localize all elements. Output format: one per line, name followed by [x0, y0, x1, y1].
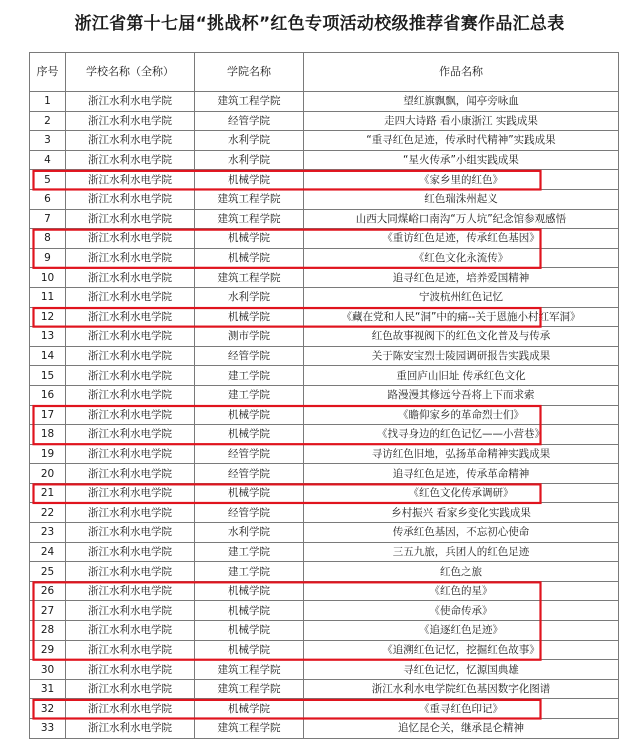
cell-college: 机械学院	[195, 405, 304, 425]
works-table	[29, 52, 619, 739]
cell-work: 寻红色记忆，忆源国典雄	[304, 660, 619, 680]
cell-school: 浙江水利水电学院	[66, 170, 195, 190]
header-work: 作品名称	[304, 53, 619, 92]
cell-work: 追寻红色足迹，传承革命精神	[304, 464, 619, 484]
cell-work: 《红色文化永流传》	[304, 248, 619, 268]
cell-college: 经管学院	[195, 503, 304, 523]
cell-school: 浙江水利水电学院	[66, 562, 195, 582]
header-no: 序号	[30, 53, 66, 92]
table-row	[30, 483, 619, 503]
cell-school: 浙江水利水电学院	[66, 287, 195, 307]
table-row	[30, 444, 619, 464]
cell-school: 浙江水利水电学院	[66, 621, 195, 641]
cell-no: 5	[30, 170, 66, 190]
cell-work: “重寻红色足迹，传承时代精神”实践成果	[304, 131, 619, 151]
cell-no: 29	[30, 640, 66, 660]
table-row	[30, 621, 619, 641]
cell-work: 重回庐山旧址 传承红色文化	[304, 366, 619, 386]
cell-college: 水利学院	[195, 150, 304, 170]
cell-school: 浙江水利水电学院	[66, 660, 195, 680]
cell-school: 浙江水利水电学院	[66, 307, 195, 327]
table-row	[30, 562, 619, 582]
cell-college: 测市学院	[195, 327, 304, 347]
table-row	[30, 366, 619, 386]
table-row	[30, 679, 619, 699]
cell-school: 浙江水利水电学院	[66, 366, 195, 386]
cell-college: 机械学院	[195, 307, 304, 327]
cell-no: 28	[30, 621, 66, 641]
cell-school: 浙江水利水电学院	[66, 229, 195, 249]
table-row	[30, 209, 619, 229]
cell-college: 经管学院	[195, 346, 304, 366]
table-row	[30, 601, 619, 621]
cell-no: 10	[30, 268, 66, 288]
cell-school: 浙江水利水电学院	[66, 189, 195, 209]
cell-work: 寻访红色旧地，弘扬革命精神实践成果	[304, 444, 619, 464]
table-row	[30, 425, 619, 445]
cell-college: 建工学院	[195, 562, 304, 582]
cell-school: 浙江水利水电学院	[66, 640, 195, 660]
table-row	[30, 111, 619, 131]
header-row	[30, 53, 619, 92]
cell-no: 22	[30, 503, 66, 523]
cell-college: 机械学院	[195, 581, 304, 601]
page-title: 浙江省第十七届“挑战杯”红色专项活动校级推荐省赛作品汇总表	[74, 14, 565, 34]
cell-no: 31	[30, 679, 66, 699]
cell-no: 32	[30, 699, 66, 719]
cell-college: 建筑工程学院	[195, 268, 304, 288]
cell-no: 24	[30, 542, 66, 562]
table-row	[30, 542, 619, 562]
cell-work: 浙江水利水电学院红色基因数字化图谱	[304, 679, 619, 699]
cell-work: 《红色的星》	[304, 581, 619, 601]
table-body	[30, 92, 619, 739]
cell-college: 建筑工程学院	[195, 209, 304, 229]
cell-school: 浙江水利水电学院	[66, 385, 195, 405]
cell-school: 浙江水利水电学院	[66, 150, 195, 170]
cell-college: 水利学院	[195, 131, 304, 151]
table-row	[30, 92, 619, 112]
cell-work: 《使命传承》	[304, 601, 619, 621]
cell-college: 机械学院	[195, 483, 304, 503]
cell-work: 追寻红色足迹，培养爱国精神	[304, 268, 619, 288]
cell-school: 浙江水利水电学院	[66, 209, 195, 229]
cell-college: 机械学院	[195, 248, 304, 268]
cell-school: 浙江水利水电学院	[66, 92, 195, 112]
cell-school: 浙江水利水电学院	[66, 699, 195, 719]
cell-no: 25	[30, 562, 66, 582]
cell-school: 浙江水利水电学院	[66, 581, 195, 601]
cell-no: 15	[30, 366, 66, 386]
cell-college: 机械学院	[195, 640, 304, 660]
cell-no: 23	[30, 523, 66, 543]
cell-no: 12	[30, 307, 66, 327]
cell-school: 浙江水利水电学院	[66, 719, 195, 739]
cell-school: 浙江水利水电学院	[66, 464, 195, 484]
table-row	[30, 150, 619, 170]
cell-school: 浙江水利水电学院	[66, 444, 195, 464]
cell-college: 建筑工程学院	[195, 660, 304, 680]
cell-college: 机械学院	[195, 229, 304, 249]
cell-work: 乡村振兴 看家乡变化实践成果	[304, 503, 619, 523]
cell-college: 经管学院	[195, 444, 304, 464]
cell-school: 浙江水利水电学院	[66, 601, 195, 621]
cell-work: “星火传承”小组实践成果	[304, 150, 619, 170]
cell-work: 走四大诗路 看小康浙江 实践成果	[304, 111, 619, 131]
cell-college: 经管学院	[195, 111, 304, 131]
cell-work: 宁波杭州红色记忆	[304, 287, 619, 307]
table-row	[30, 699, 619, 719]
table-row	[30, 523, 619, 543]
table-row	[30, 346, 619, 366]
cell-no: 6	[30, 189, 66, 209]
cell-college: 机械学院	[195, 699, 304, 719]
cell-college: 建工学院	[195, 385, 304, 405]
cell-no: 11	[30, 287, 66, 307]
table-row	[30, 405, 619, 425]
cell-work: 《红色文化传承调研》	[304, 483, 619, 503]
header-college: 学院名称	[195, 53, 304, 92]
cell-college: 建筑工程学院	[195, 189, 304, 209]
cell-college: 建筑工程学院	[195, 92, 304, 112]
table-row	[30, 660, 619, 680]
cell-work: 《追溯红色记忆，挖掘红色故事》	[304, 640, 619, 660]
cell-work: 路漫漫其修远兮吾将上下而求索	[304, 385, 619, 405]
cell-work: 《家乡里的红色》	[304, 170, 619, 190]
cell-school: 浙江水利水电学院	[66, 131, 195, 151]
cell-school: 浙江水利水电学院	[66, 111, 195, 131]
cell-work: 《重访红色足迹，传承红色基因》	[304, 229, 619, 249]
cell-no: 20	[30, 464, 66, 484]
table-row	[30, 268, 619, 288]
cell-no: 8	[30, 229, 66, 249]
cell-no: 3	[30, 131, 66, 151]
cell-no: 26	[30, 581, 66, 601]
cell-school: 浙江水利水电学院	[66, 248, 195, 268]
table-row	[30, 307, 619, 327]
table-row	[30, 385, 619, 405]
cell-college: 建筑工程学院	[195, 679, 304, 699]
cell-school: 浙江水利水电学院	[66, 503, 195, 523]
table-row	[30, 327, 619, 347]
cell-work: 《追逐红色足迹》	[304, 621, 619, 641]
cell-school: 浙江水利水电学院	[66, 425, 195, 445]
cell-no: 2	[30, 111, 66, 131]
table-row	[30, 640, 619, 660]
cell-no: 4	[30, 150, 66, 170]
table-row	[30, 131, 619, 151]
cell-work: 传承红色基因，不忘初心使命	[304, 523, 619, 543]
cell-work: 三五九旅，兵团人的红色足迹	[304, 542, 619, 562]
cell-college: 机械学院	[195, 601, 304, 621]
table-row	[30, 719, 619, 739]
cell-no: 14	[30, 346, 66, 366]
cell-no: 1	[30, 92, 66, 112]
cell-college: 建工学院	[195, 542, 304, 562]
cell-college: 水利学院	[195, 287, 304, 307]
cell-work: 关于陈安宝烈士陵园调研报告实践成果	[304, 346, 619, 366]
cell-work: 红色瑞洙州起义	[304, 189, 619, 209]
cell-school: 浙江水利水电学院	[66, 346, 195, 366]
table-row	[30, 464, 619, 484]
cell-school: 浙江水利水电学院	[66, 327, 195, 347]
cell-work: 追忆昆仑关，继承昆仑精神	[304, 719, 619, 739]
cell-school: 浙江水利水电学院	[66, 405, 195, 425]
table-row	[30, 189, 619, 209]
cell-school: 浙江水利水电学院	[66, 523, 195, 543]
cell-college: 经管学院	[195, 464, 304, 484]
cell-work: 《找寻身边的红色记忆——小营巷》	[304, 425, 619, 445]
table-row	[30, 581, 619, 601]
cell-work: 望红旗飘飘，闻亭旁咏血	[304, 92, 619, 112]
header-school: 学校名称（全称）	[66, 53, 195, 92]
cell-work: 《瞻仰家乡的革命烈士们》	[304, 405, 619, 425]
cell-work: 山西大同煤峪口南沟“万人坑”纪念馆参观感悟	[304, 209, 619, 229]
cell-work: 《藏在党和人民“洞”中的痛--关于恩施小村红军洞》	[304, 307, 619, 327]
table-row	[30, 229, 619, 249]
table-row	[30, 287, 619, 307]
table-row	[30, 503, 619, 523]
cell-college: 水利学院	[195, 523, 304, 543]
cell-no: 13	[30, 327, 66, 347]
table-row	[30, 248, 619, 268]
cell-no: 16	[30, 385, 66, 405]
cell-school: 浙江水利水电学院	[66, 542, 195, 562]
cell-work: 《重寻红色印记》	[304, 699, 619, 719]
cell-college: 建筑工程学院	[195, 719, 304, 739]
cell-no: 30	[30, 660, 66, 680]
cell-school: 浙江水利水电学院	[66, 679, 195, 699]
cell-no: 18	[30, 425, 66, 445]
cell-college: 机械学院	[195, 170, 304, 190]
cell-no: 19	[30, 444, 66, 464]
cell-college: 机械学院	[195, 621, 304, 641]
cell-no: 7	[30, 209, 66, 229]
cell-no: 21	[30, 483, 66, 503]
table-row	[30, 170, 619, 190]
cell-no: 17	[30, 405, 66, 425]
cell-work: 红色故事视阀下的红色文化普及与传承	[304, 327, 619, 347]
cell-school: 浙江水利水电学院	[66, 268, 195, 288]
cell-no: 33	[30, 719, 66, 739]
cell-work: 红色之旅	[304, 562, 619, 582]
cell-no: 27	[30, 601, 66, 621]
cell-no: 9	[30, 248, 66, 268]
cell-college: 机械学院	[195, 425, 304, 445]
cell-school: 浙江水利水电学院	[66, 483, 195, 503]
cell-college: 建工学院	[195, 366, 304, 386]
